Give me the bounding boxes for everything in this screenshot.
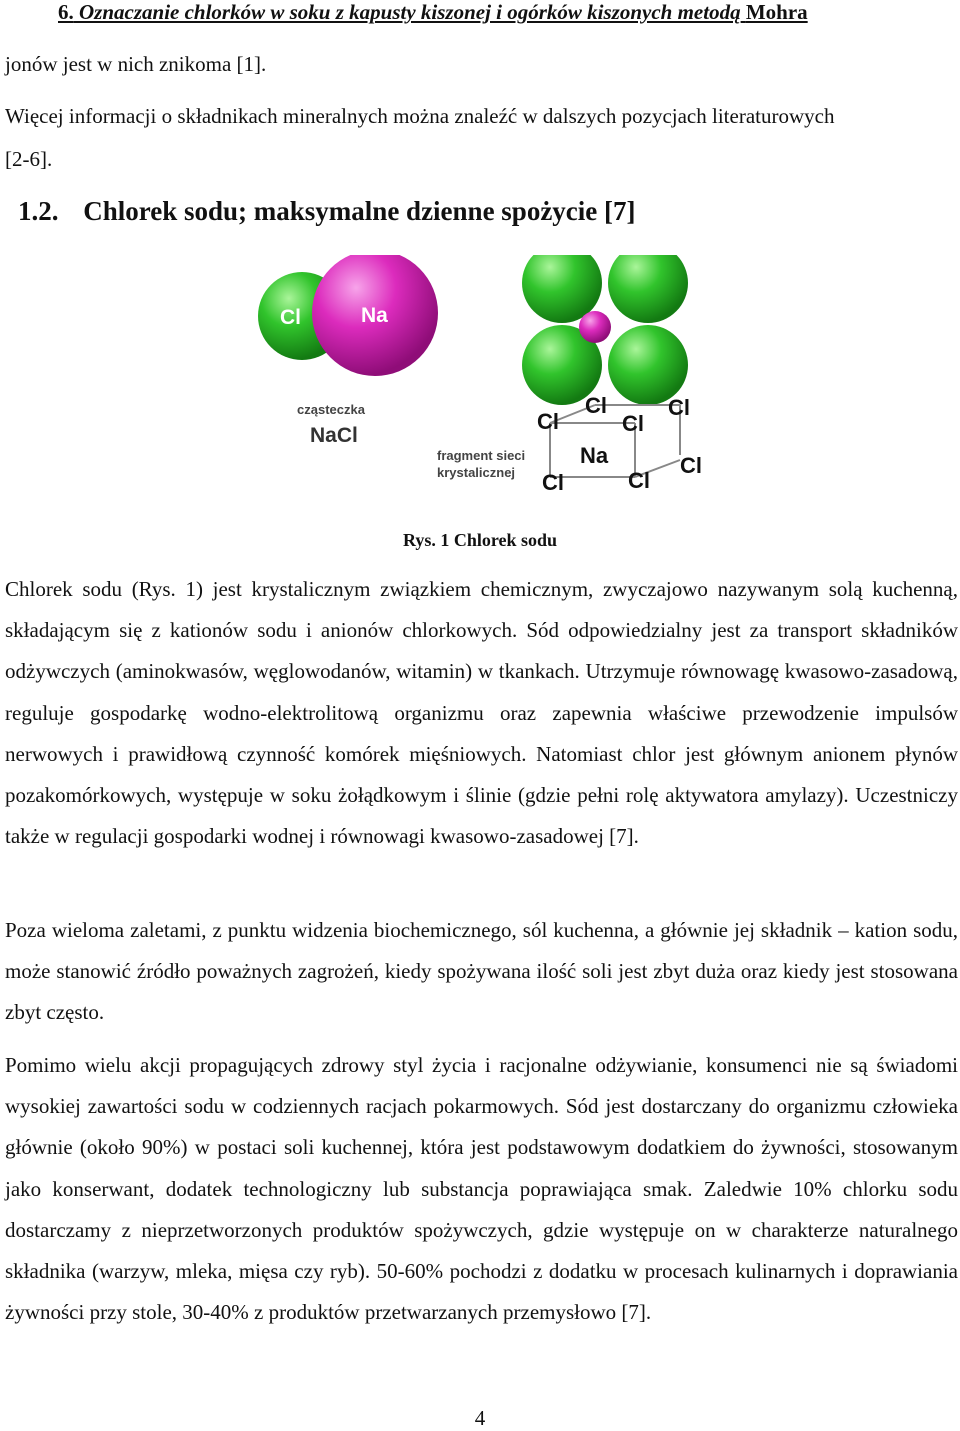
figure-caption: Rys. 1 Chlorek sodu xyxy=(402,530,558,550)
lattice-cl-label: Cl xyxy=(668,395,690,420)
nacl-illustration xyxy=(250,255,720,515)
nacl-molecule xyxy=(258,255,438,447)
crystal-lattice-spheres xyxy=(522,255,688,405)
paragraph: Poza wieloma zaletami, z punktu widzenia biochemicznego, sól kuchenna, a głównie jej składnik – kation sodu, może stanowić źródło poważnych zagrożeń, kiedy spożywana ilość soli jest zbyt duża oraz kiedy jest stosowana zbyt często. xyxy=(5,918,958,1025)
nacl-figure xyxy=(250,255,720,515)
paragraph: Chlorek sodu (Rys. 1) jest krystalicznym związkiem chemicznym, zwyczajowo nazywanym solą kuchenną, składającym się z kationów sodu i anionów chlorkowych. Sód odpowiedzialny jest za transport składników odżywczych (aminokwasów, węglowodanów, witamin) w tkankach. Utrzymuje równowagę kwasowo-zasadową, reguluje gospodarkę wodno-elektrolitową organizmu oraz zapewnia właściwe przewodzenie impulsów nerwowych i prawidłową czynność komórek mięśniowych. Natomiast chlor jest głównym anionem płynów pozakomórkowych, występuje w soku żołądkowym i ślinie (gdzie pełni rolę aktywatora amylazy). Uczestniczy także w regulacji gospodarki wodnej i równowagi kwasowo-zasadowej [7]. xyxy=(5,577,958,849)
chapter-header xyxy=(58,0,808,25)
lattice-cl-sphere xyxy=(608,255,688,323)
molecule-na-label: Na xyxy=(361,304,388,327)
crystal-lattice-schematic xyxy=(550,405,680,477)
section-heading xyxy=(18,196,636,227)
lattice-cl-label: Cl xyxy=(622,411,644,436)
lattice-cl-label: Cl xyxy=(628,468,650,493)
lattice-cl-label: Cl xyxy=(680,453,702,478)
lattice-cl-label: Cl xyxy=(537,409,559,434)
paragraph: Pomimo wielu akcji propagujących zdrowy styl życia i racjonalne odżywianie, konsumenci nie są świadomi wysokiej zawartości sodu w codziennych racjach pokarmowych. Sód jest dostarczany do organizmu człowieka głównie (około 90%) w postaci soli kuchennej, która jest podstawowym dodatkiem do żywności, stosowanym jako konserwant, dodatek technologiczny lub substancja poprawiająca smak. Zaledwie 10% chlorku sodu dostarczamy z nieprzetworzonych produktów spożywczych, gdzie występuje on w charakterze naturalnego składnika (warzyw, mleka, mięsa czy ryb). 50-60% pochodzi z dodatku w procesach kulinarnych i doprawiania żywności przy stole, 30-40% z produktów przetwarzanych przemysłowo [7]. xyxy=(5,1053,958,1325)
chapter-title-rest: Mohra xyxy=(745,0,808,24)
lattice-cl-sphere xyxy=(608,325,688,405)
intro-line-3: [2-6]. xyxy=(5,147,53,171)
lattice-na-label: Na xyxy=(580,443,609,468)
molecule-caption-1: cząsteczka xyxy=(297,402,365,417)
section-title: Chlorek sodu; maksymalne dzienne spożycie [7] xyxy=(83,196,636,226)
lattice-na-sphere xyxy=(579,311,611,343)
lattice-caption-1: fragment sieci xyxy=(437,448,526,463)
lattice-caption-2: krystalicznej xyxy=(437,465,516,480)
intro-line-1: jonów jest w nich znikoma [1]. xyxy=(5,52,267,76)
molecule-cl-label: Cl xyxy=(280,306,301,329)
lattice-cl-label: Cl xyxy=(542,470,564,495)
chapter-number: 6. xyxy=(58,0,74,24)
chapter-title: Oznaczanie chlorków w soku z kapusty kiszonej i ogórków kiszonych metodą xyxy=(79,0,741,24)
page-number: 4 xyxy=(474,1406,486,1430)
molecule-caption-2: NaCl xyxy=(310,424,358,447)
section-number: 1.2. xyxy=(18,196,59,226)
lattice-cl-label: Cl xyxy=(585,393,607,418)
intro-line-2: Więcej informacji o składnikach mineralnych można znaleźć w dalszych pozycjach literaturowych xyxy=(5,104,835,128)
